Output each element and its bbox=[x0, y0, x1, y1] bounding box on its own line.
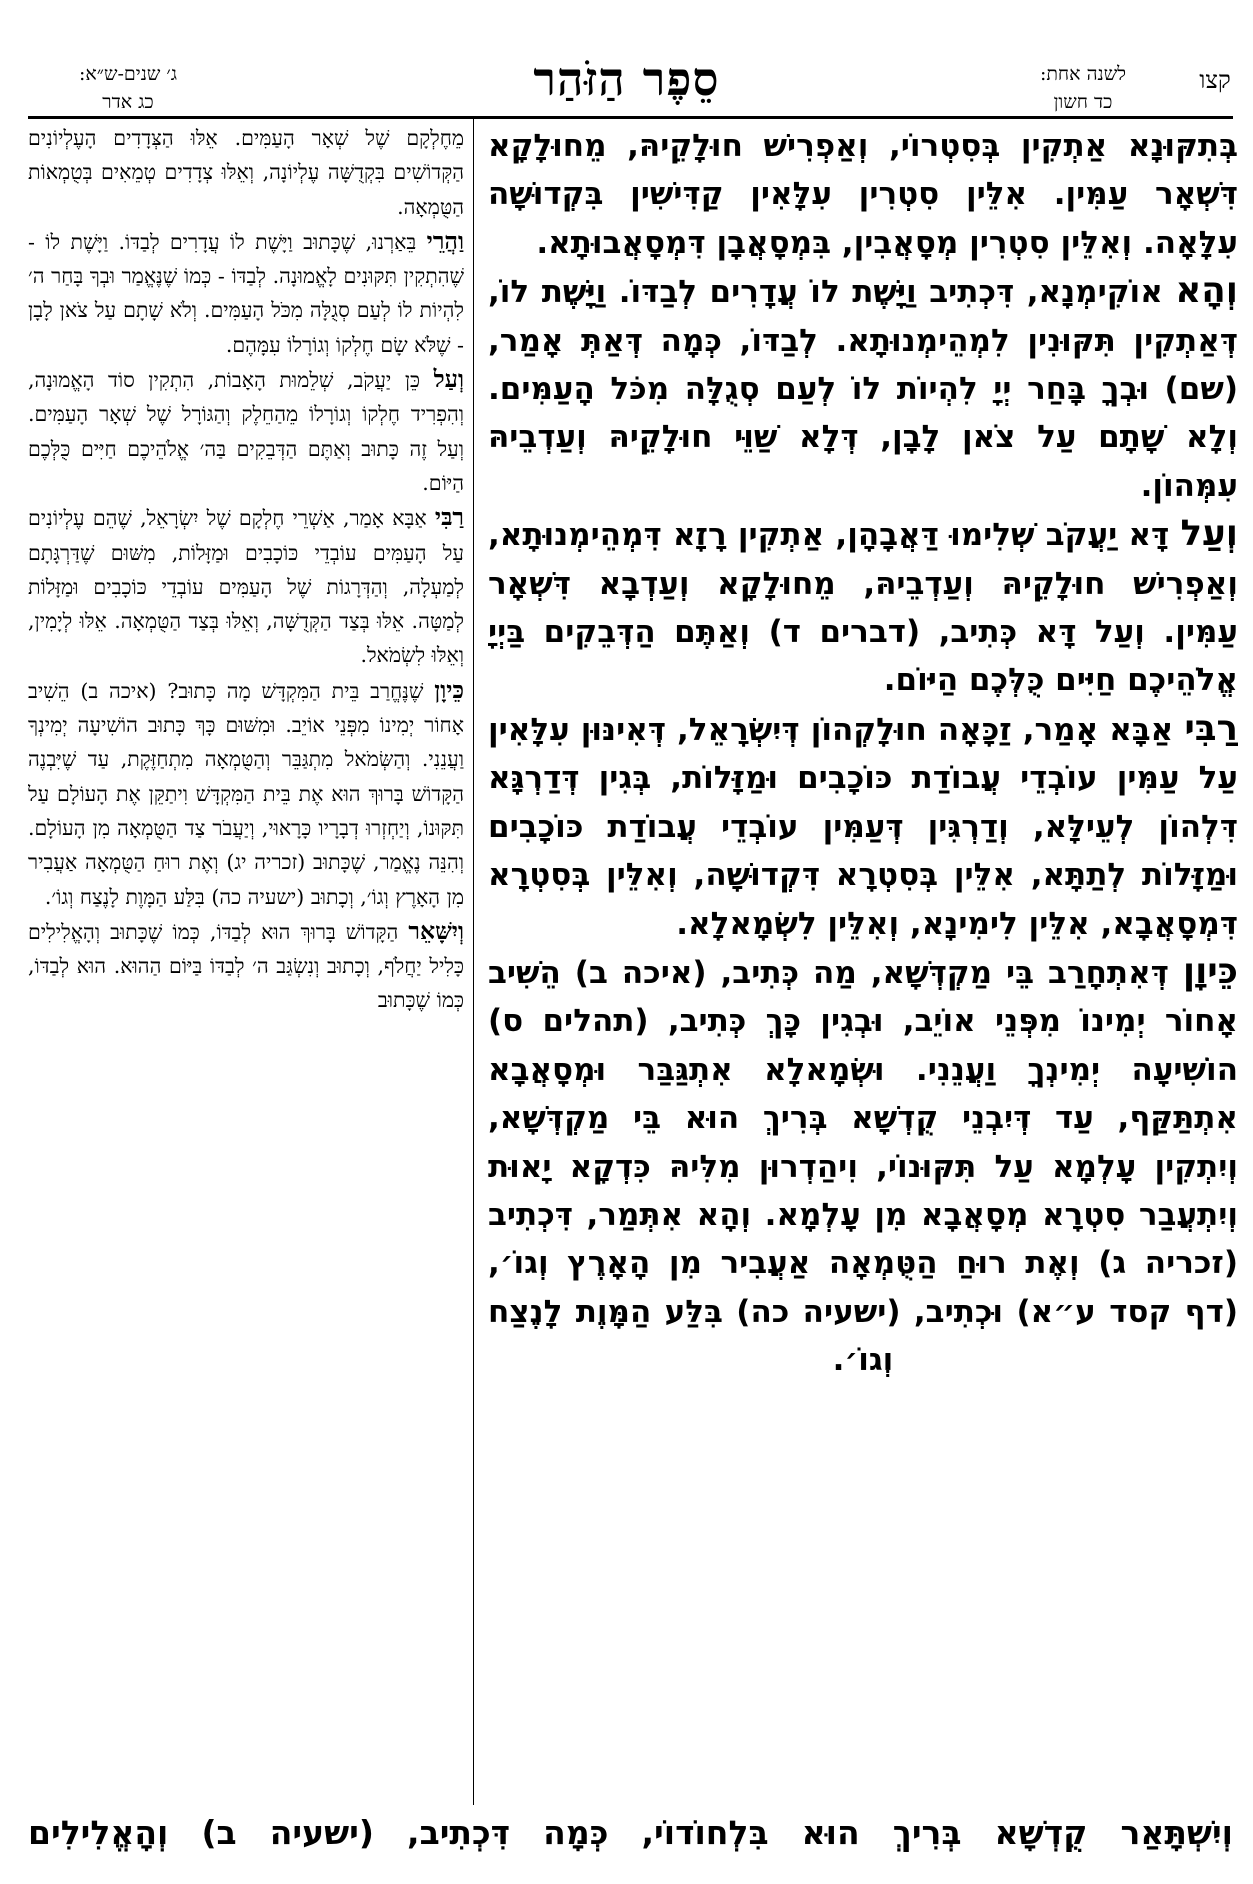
catchword-line: וְיִשְׁתָּאַר קֻדְשָׁא בְּרִיךְ הוּא בִּלְחוֹדוֹי, כְּמָה דִּכְתִיב, (ישעיה ב) וְהָאֱלִילִים bbox=[28, 1813, 1233, 1852]
paragraph-opening-word: וְעַל bbox=[1180, 513, 1238, 555]
translation-paragraph bbox=[28, 362, 464, 500]
paragraph-opening-word: כֵּיוָן bbox=[1182, 950, 1238, 992]
column-divider bbox=[473, 118, 474, 1805]
paragraph-opening-word: וְעַל bbox=[433, 365, 464, 394]
translation-paragraph bbox=[28, 914, 464, 1018]
paragraph-body: אַבָּא אָמַר, זַכָּאָה חוּלָקְהוֹן דְּיִשְׂרָאֵל, דְּאִינּוּן עִלָּאִין עַל עַמִּין עוֹבְדֵי עֲבוֹדַת כּוֹכָבִים וּמַזָּלוֹת, בְּגִין דְּדַרְגָּא דִּלְהוֹן לְעֵילָּא, וְדַרְגִּין דְּעַמִּין עוֹבְדֵי עֲבוֹדַת כּוֹכָבִים וּמַזָּלוֹת לְתַתָּא, אִלֵּין בְּסִטְרָא דִּקְדוּשָׁה, וְאִלֵּין בְּסִטְרָא דִּמְסָאֲבָא, אִלֵּין לִימִינָא, וְאִלֵּין לִשְׂמָאלָא. bbox=[488, 711, 1238, 942]
translation-paragraph bbox=[28, 121, 464, 224]
schedule-three-years-date: כג אדר bbox=[102, 91, 154, 113]
header-schedule-left bbox=[28, 60, 228, 116]
paragraph-body: בְּתִקּוּנָא אַתְקִין בְּסִטְרוֹי, וְאַפְרִישׁ חוּלָקֵיהּ, מֵחוּלָקָא דִּשְׁאָר עַמִּין. אִלֵּין סִטְרִין עִלָּאִין קַדִּישִׁין בִּקְדוּשָׁה עִלָּאָה. וְאִלֵּין סִטְרִין מְסָאֲבִין, בִּמְסָאֲבָן דִּמְסָאֲבוּתָא. bbox=[488, 128, 1238, 261]
paragraph-body: בֵּאַרְנוּ, שֶׁכָּתוּב וַיָּשֶׁת לוֹ עֲדָרִים לְבַדּוֹ. וַיָּשֶׁת לוֹ - שֶׁהִתְקִין תִּקּוּנִים לָאֱמוּנָה. לְבַדּוֹ - כְּמוֹ שֶׁנֶּאֱמַר וּבְךָ בָּחַר ה׳ לִהְיוֹת לוֹ לְעַם סְגֻלָּה מִכֹּל הָעַמִּים. וְלֹא שָׁתָם עַל צֹאן לָבָן - שֶׁלֹּא שָׂם חֶלְקוֹ וְגוֹרָלוֹ עִמָּהֶם. bbox=[28, 229, 464, 357]
paragraph-body: שֶׁנֶּחֱרַב בֵּית הַמִּקְדָּשׁ מָה כָּתוּב? (איכה ב) הֵשִׁיב אָחוֹר יְמִינוֹ מִפְּנֵי אוֹיֵב. וּמִשּׁוּם כָּךְ כָּתוּב הוֹשִׁיעָה יְמִינְךָ וַעֲנֵנִי. וְהַשְּׂמֹאל מִתְגַּבֵּר וְהַטֻּמְאָה מִתְחַזֶּקֶת, עַד שֶׁיִּבְנֶה הַקָּדוֹשׁ בָּרוּךְ הוּא אֶת בֵּית הַמִּקְדָּשׁ וִיתַקֵּן אֶת הָעוֹלָם עַל תִּקּוּנוֹ, וְיַחְזְרוּ דְבָרָיו כָּרָאוּי, וְיַעֲבֹר צַד הַטֻּמְאָה מִן הָעוֹלָם. וְהִנֵּה נֶאֱמַר, שֶׁכָּתוּב (זכריה יג) וְאֶת רוּחַ הַטֻּמְאָה אַעֲבִיר מִן הָאָרֶץ וְגוֹ׳, וְכָתוּב (ישעיה כה) בִּלַּע הַמָּוֶת לָנֶצַח וְגוֹ׳. bbox=[28, 678, 464, 909]
paragraph-opening-word: כֵּיוָן bbox=[434, 675, 464, 704]
paragraph-opening-word: רַבִּי bbox=[434, 503, 464, 532]
aramaic-paragraph bbox=[488, 948, 1238, 1385]
paragraph-body: אוֹקִימְנָא, דִּכְתִיב וַיָּשֶׁת לוֹ עֲדָרִים לְבַדּוֹ. וַיָּשֶׁת לוֹ, דְּאַתְקִין תִּקּוּנִין לִמְהֵימְנוּתָא. לְבַדּוֹ, כְּמָה דְּאַתְּ אָמַר, (שם) וּבְךָ בָּחַר יְיָ לִהְיוֹת לוֹ לְעַם סְגֻלָּה מִכֹּל הָעַמִּים. וְלָא שָׁתָם עַל צֹאן לָבָן, דְּלָא שַׁוֵּי חוּלָקֵיהּ וְעַדְבֵיהּ עִמְּהוֹן. bbox=[488, 274, 1238, 504]
schedule-one-year: לשנה אחת: bbox=[1039, 63, 1127, 85]
paragraph-body: דָּא יַעֲקֹב שְׁלִימוּ דַּאֲבָהָן, אַתְקִין רָזָא דִּמְהֵימְנוּתָא, וְאַפְרִישׁ חוּלָקֵיהּ וְעַדְבֵיהּ, מֵחוּלָקָא וְעַדְבָא דִּשְׁאָר עַמִּין. וְעַל דָּא כְּתִיב, (דברים ד) וְאַתֶּם הַדְּבֵקִים בַּיְיָ אֱלֹהֵיכֶם חַיִּים כֻּלְּכֶם הַיּוֹם. bbox=[488, 517, 1238, 699]
header-divider bbox=[28, 116, 1233, 119]
translation-paragraph bbox=[28, 673, 464, 914]
aramaic-paragraph bbox=[488, 705, 1238, 948]
aramaic-paragraph bbox=[488, 267, 1238, 510]
aramaic-paragraph bbox=[488, 510, 1238, 705]
aramaic-paragraph bbox=[488, 122, 1238, 267]
translation-paragraph bbox=[28, 224, 464, 362]
paragraph-opening-word: וְהָא bbox=[1175, 270, 1238, 312]
paragraph-body: כֵּן יַעֲקֹב, שְׁלֵמוּת הָאָבוֹת, הִתְקִין סוֹד הָאֱמוּנָה, וְהִפְרִיד חֶלְקוֹ וְגוֹרָלוֹ מֵהַחֵלֶק וְהַגּוֹרָל שֶׁל שְׁאָר הָעַמִּים. וְעַל זֶה כָּתוּב וְאַתֶּם הַדְּבֵקִים בַּה׳ אֱלֹהֵיכֶם חַיִּים כֻּלְּכֶם הַיּוֹם. bbox=[28, 368, 464, 495]
paragraph-body: מֵחֶלְקָם שֶׁל שְׁאָר הָעַמִּים. אֵלּוּ הַצְּדָדִים הָעֶלְיוֹנִים הַקְּדוֹשִׁים בִּקְדֻשָּׁה עֶלְיוֹנָה, וְאֵלּוּ צְדָדִים טְמֵאִים בְּטֻמְאוֹת הַטֻּמְאָה. bbox=[28, 126, 464, 219]
page-number: קצו bbox=[1199, 66, 1231, 94]
paragraph-body: הַקָּדוֹשׁ בָּרוּךְ הוּא לְבַדּוֹ, כְּמוֹ שֶׁכָּתוּב וְהָאֱלִילִים כָּלִיל יַחֲלֹף, וְכָתוּב וְנִשְׂגַּב ה׳ לְבַדּוֹ בַּיּוֹם הַהוּא. הוּא לְבַדּוֹ, כְּמוֹ שֶׁכָּתוּב bbox=[28, 919, 464, 1013]
translation-paragraph bbox=[28, 500, 464, 672]
paragraph-body: אַבָּא אָמַר, אַשְׁרֵי חֶלְקָם שֶׁל יִשְׂרָאֵל, שֶׁהֵם עֶלְיוֹנִים עַל הָעַמִּים עוֹבְדֵי כּוֹכָבִים וּמַזָּלוֹת, מִשּׁוּם שֶׁדַּרְגָּתָם לְמַעְלָה, וְהַדְּרָגוֹת שֶׁל הָעַמִּים עוֹבְדֵי כּוֹכָבִים וּמַזָּלוֹת לְמַטָּה. אֵלּוּ בְּצַד הַקְּדֻשָּׁה, וְאֵלּוּ בְּצַד הַטֻּמְאָה. אֵלּוּ לְיָמִין, וְאֵלּוּ לִשְׂמֹאל. bbox=[28, 506, 464, 668]
paragraph-opening-word: וְיִשָּׁאֵר bbox=[408, 916, 464, 945]
schedule-one-year-date: כד חשון bbox=[1053, 91, 1113, 113]
paragraph-opening-word: רַבִּי bbox=[1184, 707, 1238, 749]
schedule-three-years: ג׳ שנים-ש״א: bbox=[78, 63, 178, 85]
paragraph-body: דְּאִתְחָרַב בֵּי מַקְדְּשָׁא, מַה כְּתִיב, (איכה ב) הֵשִׁיב אָחוֹר יְמִינוֹ מִפְּנֵי אוֹיֵב, וּבְגִין כָּךְ כְּתִיב, (תהלים ס) הוֹשִׁיעָה יְמִינְךָ וַעֲנֵנִי. וּשְׂמָאלָא אִתְגַּבַּר וּמְסָאֲבָא אִתְתַּקַּף, עַד דְּיִבְנֵי קֻדְשָׁא בְּרִיךְ הוּא בֵּי מַקְדְּשָׁא, וְיִתְקִין עָלְמָא עַל תִּקּוּנוֹי, וִיהַדְרוּן מִלִּיהּ כִּדְקָא יָאוּת וְיִתְעֲבַר סִטְרָא מְסָאֲבָא מִן עָלְמָא. וְהָא אִתְּמַר, דִּכְתִיב (זכריה ג) וְאֶת רוּחַ הַטֻּמְאָה אַעֲבִיר מִן הָאָרֶץ וְגוֹ׳, (דף קסד ע״א) וּכְתִיב, (ישעיה כה) בִּלַּע הַמָּוֶת לָנֶצַח וְגוֹ׳. bbox=[488, 954, 1238, 1379]
paragraph-opening-word: וַהֲרֵי bbox=[426, 226, 464, 255]
aramaic-text-column bbox=[488, 122, 1238, 1807]
book-title: סֵפֶר הַזֹּהַר bbox=[533, 52, 720, 106]
hebrew-translation-column bbox=[28, 121, 464, 1726]
